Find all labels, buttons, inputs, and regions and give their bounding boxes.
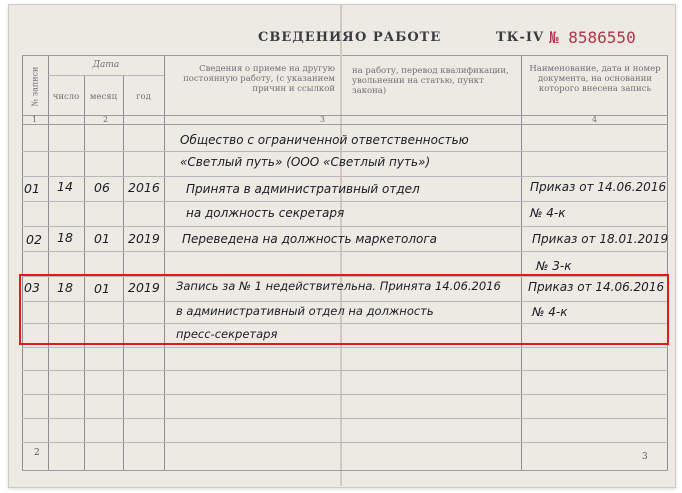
row-line-e (22, 251, 668, 252)
row-line-bottom (22, 470, 668, 471)
row-line-i (22, 347, 668, 348)
row-line-b (22, 176, 668, 177)
record-month: 01 (94, 281, 110, 296)
record-document-line2: № 4-к (530, 206, 566, 220)
record-day: 18 (57, 230, 73, 245)
record-year: 2019 (128, 280, 160, 295)
col-header-document: Наименование, дата и номер документа, на основании которого внесена запись (529, 64, 661, 94)
col-number-2: 2 (103, 115, 109, 124)
col-header-day: число (52, 92, 80, 102)
record-text-line3: пресс-секретаря (176, 327, 278, 341)
record-month: 01 (94, 231, 110, 246)
record-text-line2: в административный отдел на должность (176, 304, 434, 318)
page-number-right: 3 (642, 452, 648, 462)
serial-number: № 8586550 (549, 28, 636, 47)
col-line-2 (84, 75, 85, 470)
row-line-colnums (22, 124, 668, 125)
col-line-4 (164, 55, 165, 470)
record-year: 2019 (128, 231, 160, 246)
record-text-line2: на должность секретаря (186, 206, 345, 220)
row-line-k (22, 394, 668, 395)
col-header-date: Дата (92, 60, 120, 70)
highlight-frame (19, 274, 669, 345)
org-name-line1: Общество с ограниченной ответственностью (180, 133, 469, 147)
record-year: 2016 (128, 180, 160, 195)
col-line-6 (667, 55, 668, 470)
record-text-line1: Запись за № 1 недействительна. Принята 14.06.2016 (176, 279, 501, 293)
row-line-top-right (342, 55, 668, 56)
col-number-1: 1 (32, 115, 38, 124)
record-document-line1: Приказ от 14.06.2016 (528, 280, 665, 294)
col-header-info-right: на работу, перевод квалификации, увольнении на статью, пункт закона) (352, 66, 509, 96)
row-line-top-left (22, 55, 340, 56)
col-number-3: 3 (320, 115, 326, 124)
record-number: 03 (24, 280, 40, 295)
record-number: 01 (24, 181, 40, 196)
record-day: 18 (57, 280, 73, 295)
col-header-record-no: № записи (30, 66, 40, 107)
col-line-1 (48, 55, 49, 470)
row-line-a (22, 151, 668, 152)
record-document-line2: № 4-к (532, 305, 568, 319)
row-line-l (22, 418, 668, 419)
record-text-line1: Переведена на должность маркетолога (182, 232, 438, 246)
title-left: СВЕДЕНИЯ (258, 30, 355, 45)
record-text-line1: Принята в административный отдел (186, 182, 420, 196)
record-document-line2: № 3-к (536, 259, 572, 273)
date-subheader-line (48, 75, 164, 76)
series-label: ТК-IV (496, 30, 545, 45)
record-day: 14 (57, 179, 73, 194)
col-header-year: год (136, 92, 151, 102)
col-line-3 (123, 75, 124, 470)
title-right: О РАБОТЕ (355, 30, 442, 45)
col-line-5 (521, 55, 522, 470)
record-document-line1: Приказ от 14.06.2016 (530, 180, 667, 194)
page-number-left: 2 (34, 448, 40, 458)
record-month: 06 (94, 180, 110, 195)
row-line-m (22, 442, 668, 443)
row-line-j (22, 370, 668, 371)
record-number: 02 (26, 232, 42, 247)
row-line-d (22, 226, 668, 227)
row-line-c (22, 201, 668, 202)
row-line-head-bottom (22, 115, 668, 116)
col-header-info-left: Сведения о приеме на другую постоянную работу, (с указанием причин и ссылкой (183, 64, 335, 94)
col-line-0 (22, 55, 23, 470)
col-header-month: месяц (89, 92, 118, 102)
record-document-line1: Приказ от 18.01.2019 (532, 232, 669, 246)
col-number-4: 4 (592, 115, 598, 124)
org-name-line2: «Светлый путь» (ООО «Светлый путь») (180, 155, 431, 169)
